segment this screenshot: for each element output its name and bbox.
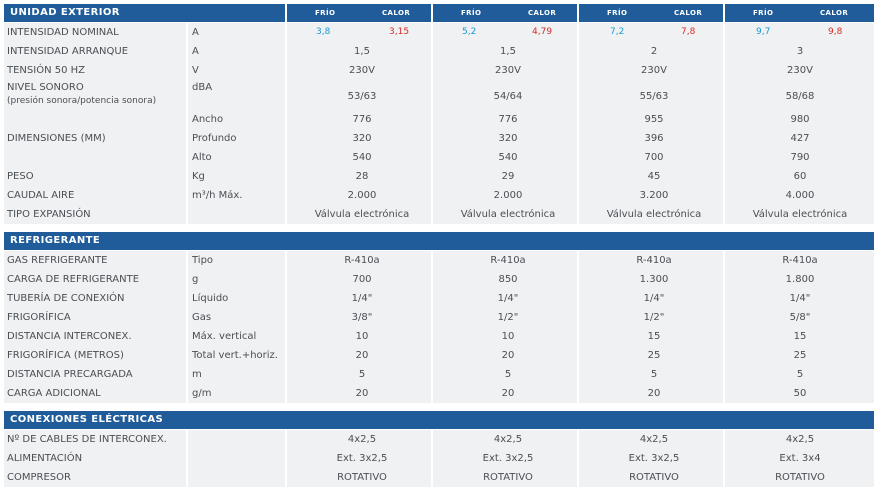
value-frio: 9,7 bbox=[756, 27, 771, 37]
header-separator bbox=[285, 4, 287, 22]
row-value: 1/2" bbox=[643, 312, 665, 323]
section-title-electricas: CONEXIONES ELÉCTRICAS bbox=[10, 414, 164, 425]
row-unit: Alto bbox=[192, 152, 212, 163]
row-value: 230V bbox=[495, 65, 521, 76]
table-row-intensidad-nominal bbox=[4, 23, 874, 42]
row-value: 1/2" bbox=[497, 312, 519, 323]
row-label: TUBERÍA DE CONEXIÓN bbox=[7, 293, 125, 304]
row-label: GAS REFRIGERANTE bbox=[7, 255, 108, 266]
row-unit: Kg bbox=[192, 171, 205, 182]
row-unit: V bbox=[192, 65, 199, 76]
row-value: 320 bbox=[352, 133, 372, 144]
row-value: 1.800 bbox=[785, 274, 815, 285]
row-value: 540 bbox=[352, 152, 372, 163]
row-sublabel: (presión sonora/potencia sonora) bbox=[7, 96, 157, 106]
row-value: 25 bbox=[793, 350, 807, 361]
row-label: INTENSIDAD NOMINAL bbox=[7, 27, 119, 38]
row-label: CARGA ADICIONAL bbox=[7, 388, 101, 399]
row-value: Ext. 3x2,5 bbox=[628, 453, 680, 464]
row-value: 20 bbox=[647, 388, 661, 399]
row-value: ROTATIVO bbox=[775, 472, 825, 483]
row-value: 45 bbox=[647, 171, 661, 182]
row-label: NIVEL SONORO bbox=[7, 82, 84, 93]
column-separator bbox=[577, 430, 579, 487]
value-calor: 7,8 bbox=[681, 27, 696, 37]
row-value: 53/63 bbox=[347, 91, 377, 102]
row-label: TENSIÓN 50 HZ bbox=[7, 65, 86, 76]
header-separator bbox=[723, 4, 725, 22]
row-label: FRIGORÍFICA (METROS) bbox=[7, 350, 124, 361]
row-value: 776 bbox=[352, 114, 372, 125]
row-value: 4x2,5 bbox=[639, 434, 669, 445]
row-value: 28 bbox=[355, 171, 369, 182]
row-value: 4x2,5 bbox=[347, 434, 377, 445]
row-unit: Total vert.+horiz. bbox=[192, 350, 278, 361]
row-value: 5/8" bbox=[789, 312, 811, 323]
value-frio: 3,8 bbox=[316, 27, 331, 37]
column-header-frio: FRÍO bbox=[607, 9, 628, 17]
row-label-dimensiones: DIMENSIONES (MM) bbox=[7, 133, 106, 144]
value-calor: 3,15 bbox=[389, 27, 410, 37]
column-separator bbox=[285, 430, 287, 487]
row-value: 3.200 bbox=[639, 190, 669, 201]
table-row-dimensiones bbox=[4, 148, 874, 167]
row-value: 20 bbox=[355, 388, 369, 399]
column-separator bbox=[186, 23, 188, 227]
table-row-refrigerante bbox=[4, 308, 874, 327]
table-row-refrigerante bbox=[4, 384, 874, 403]
row-value: 3 bbox=[796, 46, 804, 57]
row-value: 1/4" bbox=[497, 293, 519, 304]
row-value: Ext. 3x4 bbox=[779, 453, 821, 464]
column-header-calor: CALOR bbox=[674, 9, 703, 17]
header-separator bbox=[431, 4, 433, 22]
table-row-intensidad-arranque bbox=[4, 42, 874, 61]
column-separator bbox=[577, 251, 579, 403]
row-value: 10 bbox=[355, 331, 369, 342]
column-separator bbox=[431, 430, 433, 487]
row-value: Válvula electrónica bbox=[606, 209, 702, 220]
row-value: 700 bbox=[352, 274, 372, 285]
column-separator bbox=[285, 251, 287, 403]
table-row-refrigerante bbox=[4, 327, 874, 346]
row-label: PESO bbox=[7, 171, 34, 182]
row-value: 980 bbox=[790, 114, 810, 125]
value-calor: 9,8 bbox=[828, 27, 843, 37]
table-row-tension bbox=[4, 61, 874, 80]
row-value: 60 bbox=[793, 171, 807, 182]
value-frio: 5,2 bbox=[462, 27, 477, 37]
row-value: 1/4" bbox=[643, 293, 665, 304]
row-unit: Profundo bbox=[192, 133, 237, 144]
row-value: 1/4" bbox=[789, 293, 811, 304]
section-title-refrigerante: REFRIGERANTE bbox=[10, 235, 101, 246]
column-separator bbox=[577, 23, 579, 227]
row-value: 230V bbox=[787, 65, 813, 76]
column-separator bbox=[723, 430, 725, 487]
column-header-calor: CALOR bbox=[820, 9, 849, 17]
row-value: 230V bbox=[641, 65, 667, 76]
row-value: 15 bbox=[793, 331, 807, 342]
row-value: 850 bbox=[498, 274, 518, 285]
row-value: 4x2,5 bbox=[493, 434, 523, 445]
row-value: 1.300 bbox=[639, 274, 669, 285]
row-value: 4.000 bbox=[785, 190, 815, 201]
row-value: 320 bbox=[498, 133, 518, 144]
row-value: R-410a bbox=[636, 255, 672, 266]
row-value: 790 bbox=[790, 152, 810, 163]
row-value: 25 bbox=[647, 350, 661, 361]
row-unit: g bbox=[192, 274, 199, 285]
row-label: CARGA DE REFRIGERANTE bbox=[7, 274, 140, 285]
table-row-electricas bbox=[4, 430, 874, 449]
column-separator bbox=[431, 23, 433, 227]
row-label: COMPRESOR bbox=[7, 472, 71, 483]
table-row-nivel-sonoro bbox=[4, 80, 874, 110]
value-frio: 7,2 bbox=[610, 27, 625, 37]
row-unit: A bbox=[192, 46, 199, 57]
table-row-refrigerante bbox=[4, 289, 874, 308]
row-value: 1,5 bbox=[500, 46, 516, 57]
column-separator bbox=[431, 251, 433, 403]
row-value: ROTATIVO bbox=[483, 472, 533, 483]
table-row-refrigerante bbox=[4, 365, 874, 384]
row-unit: Máx. vertical bbox=[192, 331, 257, 342]
row-label: FRIGORÍFICA bbox=[7, 312, 71, 323]
row-value: 1,5 bbox=[354, 46, 370, 57]
section-header-refrigerante bbox=[4, 232, 874, 250]
row-value: 2.000 bbox=[493, 190, 523, 201]
table-row-exterior bbox=[4, 205, 874, 224]
row-value: 58/68 bbox=[785, 91, 815, 102]
row-label: ALIMENTACIÓN bbox=[7, 453, 83, 464]
table-row-exterior bbox=[4, 167, 874, 186]
value-calor: 4,79 bbox=[532, 27, 553, 37]
column-separator bbox=[186, 251, 188, 403]
row-value: 396 bbox=[644, 133, 664, 144]
row-value: 10 bbox=[501, 331, 515, 342]
row-value: 5 bbox=[358, 369, 366, 380]
row-value: 5 bbox=[650, 369, 658, 380]
row-value: 55/63 bbox=[639, 91, 669, 102]
row-value: Ext. 3x2,5 bbox=[336, 453, 388, 464]
column-separator bbox=[186, 430, 188, 487]
row-label: DISTANCIA INTERCONEX. bbox=[7, 331, 132, 342]
row-value: 15 bbox=[647, 331, 661, 342]
row-value: 20 bbox=[501, 350, 515, 361]
row-value: R-410a bbox=[344, 255, 380, 266]
row-unit: Tipo bbox=[192, 255, 214, 266]
table-row-electricas bbox=[4, 449, 874, 468]
column-header-calor: CALOR bbox=[382, 9, 411, 17]
row-value: 230V bbox=[349, 65, 375, 76]
row-value: 4x2,5 bbox=[785, 434, 815, 445]
row-unit: m³/h Máx. bbox=[192, 190, 243, 201]
column-separator bbox=[285, 23, 287, 227]
row-value: 5 bbox=[504, 369, 512, 380]
row-unit: A bbox=[192, 27, 199, 38]
row-label: CAUDAL AIRE bbox=[7, 190, 75, 201]
header-separator bbox=[577, 4, 579, 22]
row-value: Válvula electrónica bbox=[314, 209, 410, 220]
row-value: 5 bbox=[796, 369, 804, 380]
row-value: 50 bbox=[793, 388, 807, 399]
table-row-refrigerante bbox=[4, 346, 874, 365]
row-value: 2.000 bbox=[347, 190, 377, 201]
row-value: 20 bbox=[501, 388, 515, 399]
row-value: 776 bbox=[498, 114, 518, 125]
column-header-frio: FRÍO bbox=[753, 9, 774, 17]
row-unit: Gas bbox=[192, 312, 212, 323]
row-unit: Ancho bbox=[192, 114, 224, 125]
column-separator bbox=[723, 23, 725, 227]
row-value: R-410a bbox=[782, 255, 818, 266]
table-row-exterior bbox=[4, 186, 874, 205]
column-header-calor: CALOR bbox=[528, 9, 557, 17]
section-title-exterior: UNIDAD EXTERIOR bbox=[10, 7, 120, 18]
row-value: 700 bbox=[644, 152, 664, 163]
row-value: 2 bbox=[650, 46, 658, 57]
row-value: ROTATIVO bbox=[337, 472, 387, 483]
section-header-electricas bbox=[4, 411, 874, 429]
row-label: DISTANCIA PRECARGADA bbox=[7, 369, 133, 380]
row-value: 54/64 bbox=[493, 91, 523, 102]
row-label: Nº DE CABLES DE INTERCONEX. bbox=[7, 434, 167, 445]
row-value: 540 bbox=[498, 152, 518, 163]
row-unit: Líquido bbox=[192, 293, 229, 304]
row-value: 427 bbox=[790, 133, 810, 144]
row-value: ROTATIVO bbox=[629, 472, 679, 483]
column-header-frio: FRÍO bbox=[315, 9, 336, 17]
table-row-dimensiones bbox=[4, 110, 874, 129]
row-value: R-410a bbox=[490, 255, 526, 266]
row-label: TIPO EXPANSIÓN bbox=[7, 209, 91, 220]
column-header-frio: FRÍO bbox=[461, 9, 482, 17]
table-row-refrigerante bbox=[4, 270, 874, 289]
row-value: Ext. 3x2,5 bbox=[482, 453, 534, 464]
row-label: INTENSIDAD ARRANQUE bbox=[7, 46, 129, 57]
section-header-exterior bbox=[4, 4, 874, 22]
table-row-dimensiones bbox=[4, 129, 874, 148]
row-value: 20 bbox=[355, 350, 369, 361]
column-separator bbox=[723, 251, 725, 403]
row-value: 1/4" bbox=[351, 293, 373, 304]
row-value: 29 bbox=[501, 171, 515, 182]
row-value: Válvula electrónica bbox=[460, 209, 556, 220]
table-row-refrigerante bbox=[4, 251, 874, 270]
row-value: 3/8" bbox=[351, 312, 373, 323]
table-row-electricas bbox=[4, 468, 874, 487]
row-value: Válvula electrónica bbox=[752, 209, 848, 220]
row-unit: m bbox=[192, 369, 202, 380]
row-unit: dBA bbox=[192, 82, 213, 93]
row-unit: g/m bbox=[192, 388, 212, 399]
row-value: 955 bbox=[644, 114, 664, 125]
